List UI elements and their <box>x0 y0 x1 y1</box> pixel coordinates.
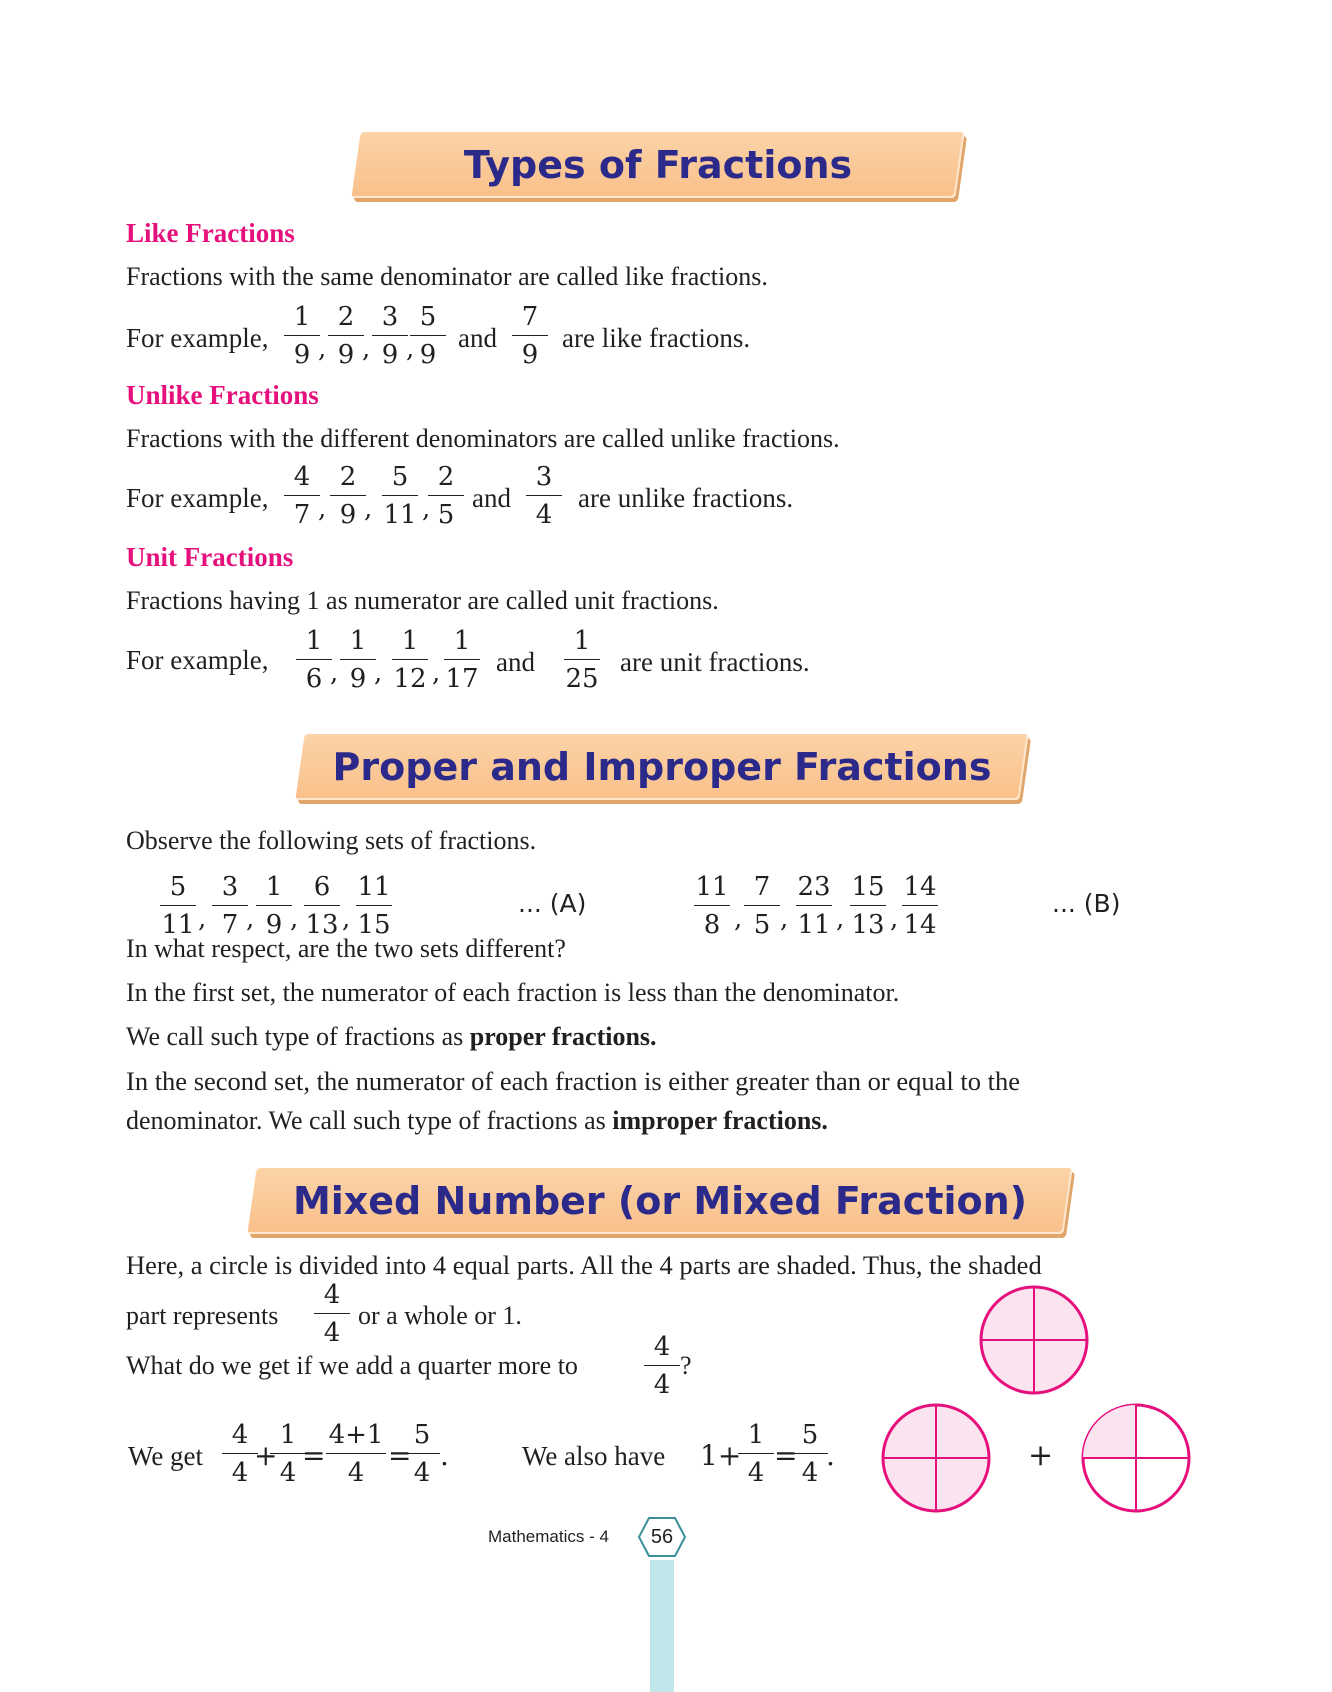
like-heading: Like Fractions <box>126 218 295 248</box>
equals-sign: = <box>388 1439 412 1472</box>
fraction: 2 9 <box>324 302 368 370</box>
fraction: 1 6 <box>292 626 336 694</box>
improper-term: improper fractions. <box>612 1106 828 1135</box>
unlike-last-fraction: 3 4 <box>522 462 566 530</box>
we-get-label: We get <box>128 1441 204 1471</box>
unit-example-lead: For example, <box>126 645 269 675</box>
fraction: 1 9 <box>280 302 324 370</box>
equals-sign: = <box>774 1439 798 1472</box>
comma: , <box>836 904 845 934</box>
mixed-line2-pre: part represents <box>126 1301 279 1330</box>
comma: , <box>318 334 327 364</box>
comma: , <box>780 904 789 934</box>
comma: , <box>734 904 743 934</box>
comma: , <box>246 904 255 934</box>
fraction: 1 9 <box>252 872 296 940</box>
fraction: 2 5 <box>424 462 468 530</box>
unit-and: and <box>496 647 535 677</box>
unit-heading: Unit Fractions <box>126 542 294 572</box>
eq1-term-d: 5 4 <box>400 1420 444 1488</box>
unlike-example-lead: For example, <box>126 483 269 513</box>
unit-definition: Fractions having 1 as numerator are called unit fractions. <box>126 586 719 615</box>
equals-sign: = <box>302 1439 326 1472</box>
comma: , <box>432 658 441 688</box>
proper-line4-text: denominator. We call such type of fractions as <box>126 1106 613 1135</box>
period: . <box>826 1439 835 1472</box>
fraction: 7 5 <box>740 872 784 940</box>
mixed-title: Mixed Number (or Mixed Fraction) <box>292 1179 1028 1223</box>
fraction: 1 9 <box>336 626 380 694</box>
whole-plus: 1+ <box>700 1439 742 1472</box>
fraction: 3 7 <box>208 872 252 940</box>
fraction: 4 7 <box>280 462 324 530</box>
proper-line1: In the first set, the numerator of each fraction is less than the denominator. <box>126 978 900 1007</box>
types-title: Types of Fractions <box>463 143 853 187</box>
shaded-quarter <box>1083 1405 1136 1458</box>
fraction: 1 12 <box>393 626 427 694</box>
proper-title: Proper and Improper Fractions <box>332 745 992 789</box>
fraction: 6 13 <box>305 872 339 940</box>
mixed-line2-fraction: 4 4 <box>310 1280 354 1348</box>
fraction: 11 8 <box>695 872 729 940</box>
unit-last-fraction: 1 25 <box>565 626 599 694</box>
circles-plus-sign: + <box>1028 1438 1054 1473</box>
eq2-term-b: 5 4 <box>788 1420 832 1488</box>
unlike-and: and <box>472 483 511 513</box>
plus-sign: + <box>254 1439 278 1472</box>
unit-tail: are unit fractions. <box>620 647 810 677</box>
proper-line3: In the second set, the numerator of each fraction is either greater than or equal to the <box>126 1066 1020 1096</box>
comma: , <box>374 658 383 688</box>
mixed-line2-post: or a whole or 1. <box>358 1301 522 1330</box>
fraction: 5 9 <box>406 302 450 370</box>
mixed-line1: Here, a circle is divided into 4 equal parts. All the 4 parts are shaded. Thus, the shaded <box>126 1250 1042 1280</box>
fraction: 3 9 <box>368 302 412 370</box>
proper-question: In what respect, are the two sets different? <box>126 934 566 963</box>
fraction: 15 13 <box>851 872 885 940</box>
proper-line2-text: We call such type of fractions as <box>126 1022 470 1051</box>
comma: , <box>342 904 351 934</box>
comma: , <box>364 494 373 524</box>
fraction: 1 17 <box>445 626 479 694</box>
proper-intro: Observe the following sets of fractions. <box>126 826 537 855</box>
we-also-have-label: We also have <box>522 1441 666 1471</box>
whole-circle-left <box>883 1405 989 1511</box>
mixed-line3-pre: What do we get if we add a quarter more to <box>126 1351 578 1380</box>
fraction: 5 11 <box>383 462 417 530</box>
eq1-term-c: 4+1 4 <box>322 1420 390 1488</box>
fraction: 11 15 <box>357 872 391 940</box>
comma: , <box>290 904 299 934</box>
comma: , <box>198 904 207 934</box>
page-strip <box>650 1560 674 1692</box>
set-b-label: ... (B) <box>1052 889 1121 918</box>
like-definition: Fractions with the same denominator are called like fractions. <box>126 262 768 291</box>
like-example-lead: For example, <box>126 323 269 353</box>
comma: , <box>330 658 339 688</box>
fraction: 23 11 <box>797 872 831 940</box>
eq2-term-a: 1 4 <box>734 1420 778 1488</box>
like-last-fraction: 7 9 <box>508 302 552 370</box>
like-tail: are like fractions. <box>562 323 751 353</box>
page-number: 56 <box>650 1526 674 1548</box>
unlike-heading: Unlike Fractions <box>126 380 319 410</box>
unlike-definition: Fractions with the different denominators are called unlike fractions. <box>126 424 840 453</box>
fraction: 14 14 <box>903 872 937 940</box>
eq1-term-a: 4 4 <box>218 1420 262 1488</box>
eq1-term-b: 1 4 <box>266 1420 310 1488</box>
period: . <box>440 1439 449 1472</box>
fraction: 2 9 <box>326 462 370 530</box>
proper-term: proper fractions. <box>469 1022 657 1051</box>
quarter-circle-right <box>1083 1405 1189 1511</box>
comma: , <box>890 904 899 934</box>
comma: , <box>422 494 431 524</box>
comma: , <box>406 334 415 364</box>
whole-circle <box>981 1287 1087 1393</box>
like-and: and <box>458 323 497 353</box>
fraction: 5 11 <box>161 872 195 940</box>
mixed-line3-post: ? <box>680 1351 692 1380</box>
unlike-tail: are unlike fractions. <box>578 483 794 513</box>
set-a-label: ... (A) <box>518 889 587 918</box>
comma: , <box>318 494 327 524</box>
footer-book-title: Mathematics - 4 <box>488 1527 609 1546</box>
comma: , <box>362 334 371 364</box>
mixed-line3-fraction: 4 4 <box>640 1332 684 1400</box>
